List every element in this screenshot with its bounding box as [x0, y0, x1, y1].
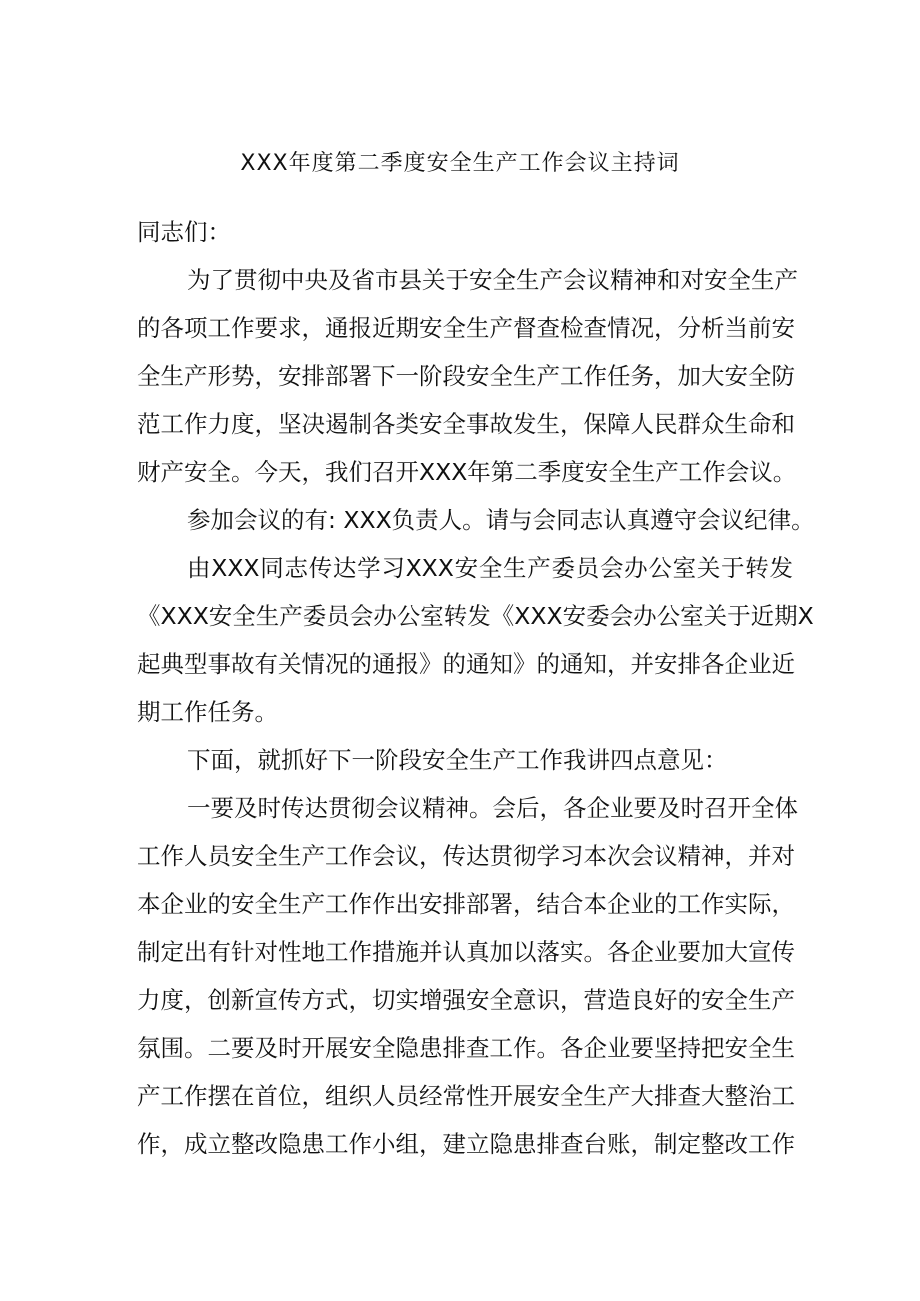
paragraph-line: 参加会议的有: XXX负责人。请与会同志认真遵守会议纪律。	[187, 506, 815, 534]
paragraph-line: 范工作力度，坚决遏制各类安全事故发生，保障人民群众生命和	[137, 410, 795, 438]
paragraph-line: 的各项工作要求，通报近期安全生产督查检查情况，分析当前安	[137, 314, 795, 342]
paragraph-line: 起典型事故有关情况的通报》的通知》的通知，并安排各企业近	[137, 650, 795, 678]
paragraph-line: 为了贯彻中央及省市县关于安全生产会议精神和对安全生产	[187, 266, 798, 294]
paragraph-line: 产工作摆在首位，组织人员经常性开展安全生产大排查大整治工	[137, 1082, 795, 1110]
paragraph-line: 财产安全。今天，我们召开XXX年第二季度安全生产工作会议。	[137, 458, 797, 486]
paragraph-line: 本企业的安全生产工作作出安排部署，结合本企业的工作实际，	[137, 890, 795, 918]
paragraph-line: 作，成立整改隐患工作小组，建立隐患排查台账，制定整改工作	[137, 1130, 795, 1158]
paragraph-line: 工作人员安全生产工作会议，传达贯彻学习本次会议精神，并对	[137, 842, 795, 870]
paragraph-line: 下面，就抓好下一阶段安全生产工作我讲四点意见：	[187, 746, 728, 774]
paragraph-line: 力度，创新宣传方式，切实增强安全意识，营造良好的安全生产	[137, 986, 795, 1014]
salutation: 同志们：	[137, 218, 231, 246]
document-body	[137, 208, 815, 1168]
paragraph-line: 制定出有针对性地工作措施并认真加以落实。各企业要加大宣传	[137, 938, 795, 966]
paragraph-line: 一要及时传达贯彻会议精神。会后，各企业要及时召开全体	[187, 794, 798, 822]
paragraph-line: 氛围。二要及时开展安全隐患排查工作。各企业要坚持把安全生	[137, 1034, 795, 1062]
paragraph-line: 《XXX安全生产委员会办公室转发《XXX安委会办公室关于近期X	[137, 602, 814, 630]
paragraph-line: 期工作任务。	[137, 698, 278, 726]
paragraph-line: 由XXX同志传达学习XXX安全生产委员会办公室关于转发	[187, 554, 793, 582]
paragraph-line: 全生产形势，安排部署下一阶段安全生产工作任务，加大安全防	[137, 362, 795, 390]
document-title: XXX年度第二季度安全生产工作会议主持词	[240, 151, 680, 176]
